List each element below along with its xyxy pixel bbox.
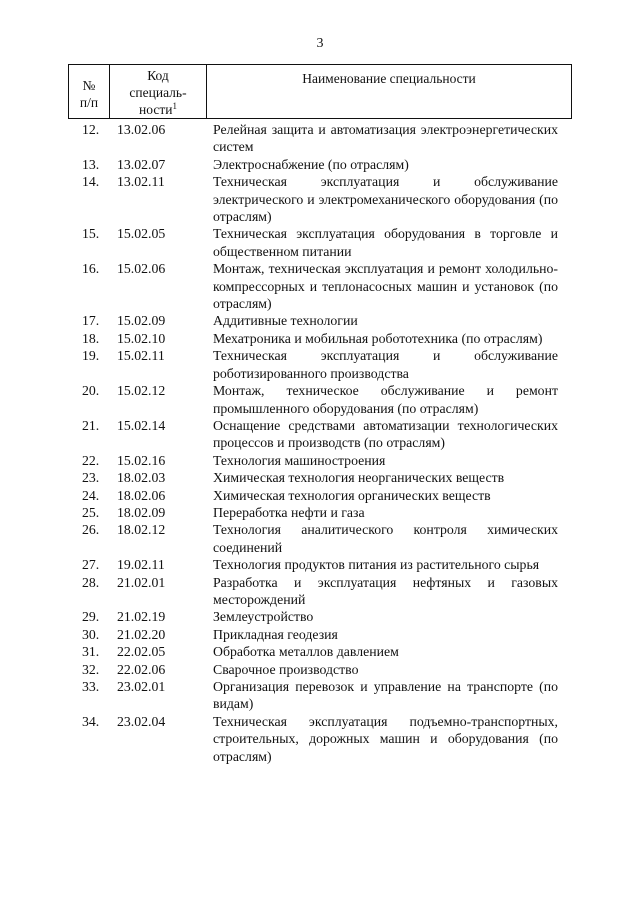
row-specialty-name: Технология продуктов питания из растительного сырья <box>213 557 540 573</box>
row-specialty-name: Переработка нефти и газа <box>213 504 365 520</box>
row-number: 17. <box>82 313 100 329</box>
row-code: 18.02.12 <box>117 522 166 538</box>
table-row <box>68 487 572 504</box>
table-row <box>68 260 572 312</box>
row-number: 33. <box>82 679 100 694</box>
table-header <box>68 64 572 119</box>
row-number: 30. <box>82 626 100 642</box>
row-specialty-name: Техническая эксплуатация и обслуживание электрического и электромеханического оборудования (по отраслям) <box>213 174 558 225</box>
row-specialty-name: Оснащение средствами автоматизации технологических процессов и производств (по отраслям) <box>213 417 558 451</box>
table-row <box>68 521 572 556</box>
header-name: Наименование специальности <box>302 71 476 86</box>
row-number: 29. <box>82 609 100 625</box>
row-number: 20. <box>82 383 100 399</box>
header-code: Код специаль- ности$^1$ <box>110 65 207 118</box>
table-row <box>68 574 572 609</box>
row-code: 13.02.06 <box>117 122 166 137</box>
row-number: 31. <box>82 644 100 660</box>
row-code: 13.02.07 <box>117 156 166 172</box>
table-row <box>68 452 572 469</box>
row-specialty-name: Организация перевозок и управление на транспорте (по видам) <box>213 679 558 712</box>
row-code: 23.02.04 <box>117 713 166 729</box>
row-code: 15.02.10 <box>117 330 166 346</box>
row-specialty-name: Техническая эксплуатация подъемно-транспортных, строительных, дорожных машин и оборудования (по отраслям) <box>213 713 558 764</box>
row-number: 24. <box>82 487 100 503</box>
row-code: 15.02.16 <box>117 452 166 468</box>
row-number: 25. <box>82 504 100 520</box>
header-code-footnote: 1 <box>172 101 177 111</box>
row-code: 19.02.11 <box>117 557 165 573</box>
row-specialty-name: Техническая эксплуатация и обслуживание роботизированного производства <box>213 348 558 381</box>
row-specialty-name: Прикладная геодезия <box>213 626 338 642</box>
row-number: 22. <box>82 452 100 468</box>
row-number: 16. <box>82 261 100 277</box>
row-specialty-name: Технология аналитического контроля химических соединений <box>213 522 558 555</box>
row-code: 15.02.11 <box>117 348 165 364</box>
row-number: 23. <box>82 470 100 486</box>
table-row <box>68 347 572 382</box>
table-row <box>68 173 572 225</box>
table-row <box>68 556 572 573</box>
table-row <box>68 504 572 521</box>
table-row <box>68 312 572 329</box>
row-code: 15.02.09 <box>117 313 166 329</box>
row-code: 15.02.06 <box>117 261 166 277</box>
table-row <box>68 330 572 347</box>
row-specialty-name: Разработка и эксплуатация нефтяных и газовых месторождений <box>213 574 558 607</box>
table-row <box>68 121 572 156</box>
row-code: 18.02.03 <box>117 470 166 486</box>
table-row <box>68 382 572 417</box>
row-code: 13.02.11 <box>117 174 165 190</box>
row-number: 19. <box>82 348 100 364</box>
row-number: 26. <box>82 522 100 538</box>
row-specialty-name: Мехатроника и мобильная робототехника (по отраслям) <box>213 330 543 346</box>
row-specialty-name: Электроснабжение (по отраслям) <box>213 156 409 172</box>
row-specialty-name: Техническая эксплуатация оборудования в торговле и общественном питании <box>213 226 558 259</box>
table-row <box>68 643 572 660</box>
row-number: 21. <box>82 417 100 433</box>
row-code: 22.02.06 <box>117 661 166 677</box>
row-number: 14. <box>82 174 100 190</box>
row-specialty-name: Обработка металлов давлением <box>213 644 399 660</box>
row-code: 21.02.19 <box>117 609 166 625</box>
row-code: 21.02.20 <box>117 626 166 642</box>
row-number: 28. <box>82 574 100 590</box>
table-row <box>68 225 572 260</box>
table-row <box>68 608 572 625</box>
row-number: 15. <box>82 226 100 242</box>
row-specialty-name: Монтаж, техническая эксплуатация и ремонт холодильно-компрессорных и теплонасосных машин и установок (по отраслям) <box>213 261 558 312</box>
row-code: 15.02.14 <box>117 417 166 433</box>
page-number: 3 <box>316 36 324 51</box>
row-specialty-name: Релейная защита и автоматизация электроэнергетических систем <box>213 122 558 155</box>
row-specialty-name: Землеустройство <box>213 609 314 625</box>
table-row <box>68 469 572 486</box>
row-code: 15.02.05 <box>117 226 166 242</box>
row-code: 18.02.09 <box>117 504 166 520</box>
table-row <box>68 417 572 452</box>
row-number: 18. <box>82 330 100 346</box>
row-specialty-name: Химическая технология неорганических веществ <box>213 470 505 486</box>
row-code: 23.02.01 <box>117 679 166 694</box>
row-code: 22.02.05 <box>117 644 166 660</box>
row-specialty-name: Сварочное производство <box>213 661 359 677</box>
table-row <box>68 626 572 643</box>
row-number: 27. <box>82 557 100 573</box>
table-row <box>68 713 572 765</box>
row-specialty-name: Технология машиностроения <box>213 452 386 468</box>
row-code: 21.02.01 <box>117 574 166 590</box>
row-number: 34. <box>82 713 100 729</box>
row-specialty-name: Монтаж, техническое обслуживание и ремонт промышленного оборудования (по отраслям) <box>213 383 558 416</box>
row-specialty-name: Химическая технология органических веществ <box>213 487 491 503</box>
row-code: 15.02.12 <box>117 383 166 399</box>
row-number: 32. <box>82 661 100 677</box>
table-row <box>68 678 572 713</box>
table-row <box>68 156 572 173</box>
row-specialty-name: Аддитивные технологии <box>213 313 358 329</box>
row-code: 18.02.06 <box>117 487 166 503</box>
row-number: 12. <box>82 122 100 137</box>
row-number: 13. <box>82 156 100 172</box>
specialty-table <box>68 121 572 765</box>
header-number: № п/п <box>69 65 110 118</box>
table-row <box>68 661 572 678</box>
